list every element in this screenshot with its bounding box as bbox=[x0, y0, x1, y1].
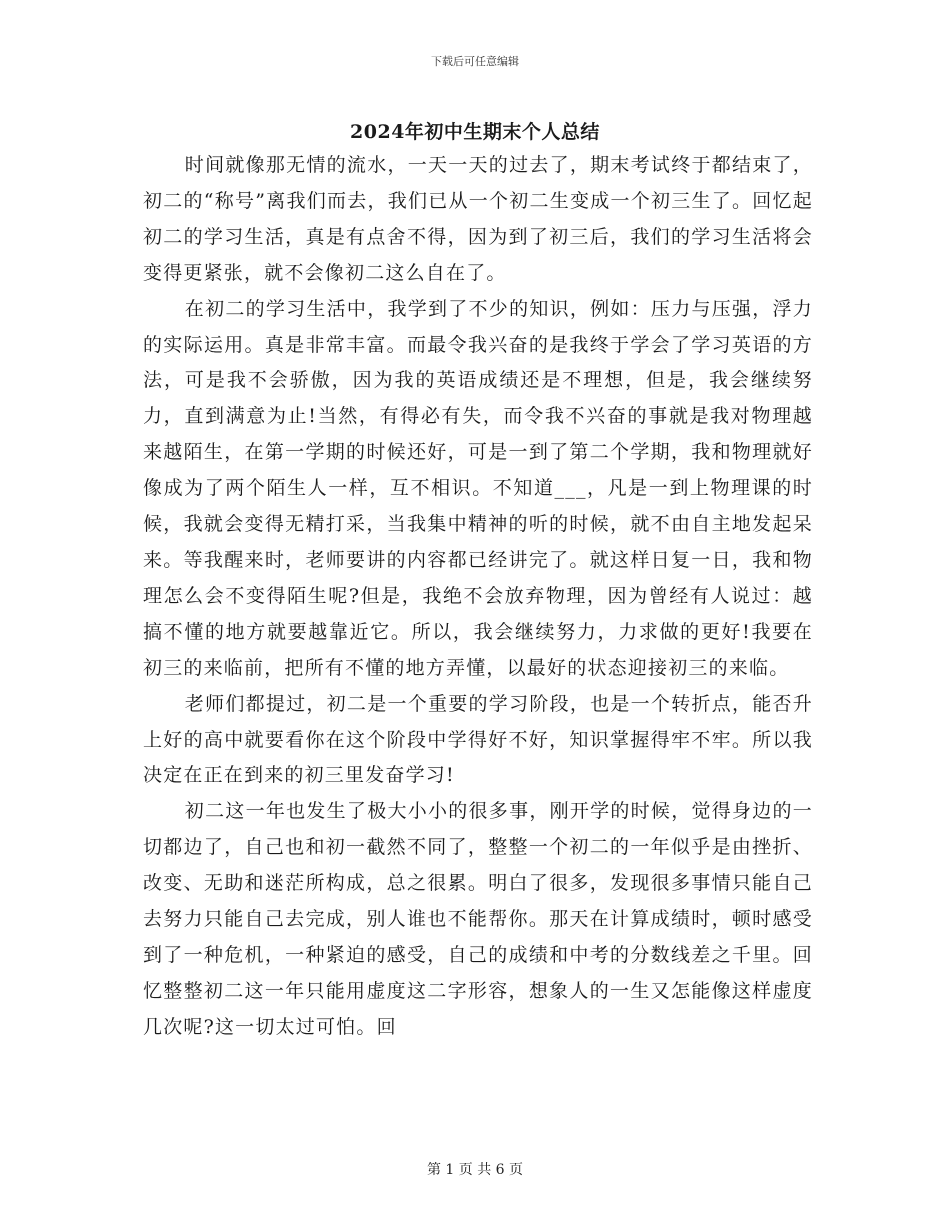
header-note: 下载后可任意编辑 bbox=[431, 55, 519, 68]
paragraph: 时间就像那无情的流水，一天一天的过去了，期末考试终于都结束了，初二的“称号”离我们而去，我们已从一个初二生变成一个初三生了。回忆起初二的学习生活，真是有点舍不得，因为到了初三后，我们的学习生活将会变得更紧张，就不会像初二这么自在了。 bbox=[143, 154, 813, 284]
paragraph: 在初二的学习生活中，我学到了不少的知识，例如：压力与压强，浮力的实际运用。真是非常丰富。而最令我兴奋的是我终于学会了学习英语的方法，可是我不会骄傲，因为我的英语成绩还是不理想，但是，我会继续努力，直到满意为止!当然，有得必有失，而令我不兴奋的事就是我对物理越来越陌生，在第一学期的时候还好，可是一到了第二个学期，我和物理就好像成为了两个陌生人一样，互不相识。不知道___，凡是一到上物理课的时候，我就会变得无精打采，当我集中精神的听的时候，就不由自主地发起呆来。等我醒来时，老师要讲的内容都已经讲完了。就这样日复一日，我和物理怎么会不变得陌生呢?但是，我绝不会放弃物理，因为曾经有人说过：越搞不懂的地方就要越靠近它。所以，我会继续努力，力求做的更好!我要在初三的来临前，把所有不懂的地方弄懂，以最好的状态迎接初三的来临。 bbox=[143, 297, 813, 679]
page-number-footer: 第 1 页 共 6 页 bbox=[426, 1162, 524, 1178]
document-title: 2024年初中生期末个人总结 bbox=[350, 121, 600, 143]
paragraph: 老师们都提过，初二是一个重要的学习阶段，也是一个转折点，能否升上好的高中就要看你在这个阶段中学得好不好，知识掌握得牢不牢。所以我决定在正在到来的初三里发奋学习! bbox=[143, 692, 813, 787]
paragraph: 初二这一年也发生了极大小小的很多事，刚开学的时候，觉得身边的一切都边了，自己也和初一截然不同了，整整一个初二的一年似乎是由挫折、改变、无助和迷茫所构成，总之很累。明白了很多，发现很多事情只能自己去努力只能自己去完成，别人谁也不能帮你。那天在计算成绩时，顿时感受到了一种危机，一种紧迫的感受，自己的成绩和中考的分数线差之千里。回忆整整初二这一年只能用虚度这二字形容，想象人的一生又怎能像这样虚度几次呢?这一切太过可怕。回 bbox=[143, 800, 813, 1038]
document-body bbox=[143, 148, 813, 1046]
